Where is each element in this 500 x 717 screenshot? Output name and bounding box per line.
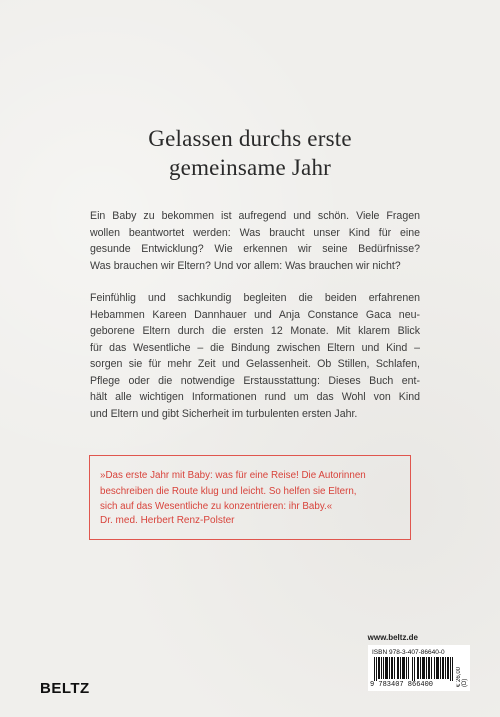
quote-line: sich auf das Wesentliche zu konzentrieren: ihr Baby.«: [100, 501, 333, 512]
intro-paragraph: [90, 208, 420, 274]
title-line-1: Gelassen durchs erste: [148, 126, 352, 151]
title-line-2: gemeinsame Jahr: [168, 155, 332, 180]
paragraph-line: geborene Eltern durch die ersten 12 Monate. Mit klarem Blick: [90, 325, 420, 337]
quote-text: [100, 468, 400, 515]
paragraph-line: Feinfühlig und sachkundig begleiten die beiden erfahrenen: [90, 292, 420, 304]
quote-box: [89, 455, 411, 540]
paragraph-line: Hebammen Kareen Dannhauer und Anja Constance Gaca neu-: [90, 308, 420, 321]
paragraph-line: Ein Baby zu bekommen ist aufregend und schön. Viele Fragen: [90, 210, 420, 222]
barcode-icon: [374, 657, 454, 681]
barcode-label: [368, 645, 470, 691]
quote-line: beschreiben die Route klug und leicht. So helfen sie Eltern,: [100, 485, 357, 497]
barcode-digits: 9 783407 866400: [370, 681, 434, 689]
isbn-number: ISBN 978-3-407-86640-0: [372, 649, 445, 656]
price-label: € 26,00 (D): [456, 666, 468, 687]
publisher-logo: BELTZ: [40, 680, 90, 697]
paragraph-line: Pflege oder die notwendige Erstausstattung: Dieses Buch ent-: [90, 374, 420, 387]
paragraph-line: hält alle wichtigen Informationen rund um das Wohl von Kind: [90, 391, 420, 403]
publisher-url: www.beltz.de: [367, 633, 418, 642]
description-paragraph: [90, 290, 420, 422]
paragraph-line: Was brauchen wir Eltern? Und vor allem: Was brauchen wir nicht?: [90, 259, 401, 272]
paragraph-line: gesunde Entwicklung? Wie erkennen wir seine Bedürfnisse?: [90, 243, 420, 255]
paragraph-line: und Eltern und gibt Sicherheit im turbulenten ersten Jahr.: [90, 407, 358, 420]
quote-line: »Das erste Jahr mit Baby: was für eine Reise! Die Autorinnen: [100, 470, 366, 481]
paragraph-line: wollen beantwortet werden: Was braucht unser Kind für eine: [90, 226, 420, 239]
paragraph-line: sorgen sie für mehr Zeit und Gelassenheit. Ob Stillen, Schlafen,: [90, 358, 420, 370]
quote-author: Dr. med. Herbert Renz-Polster: [100, 515, 235, 526]
cover-title: [0, 124, 500, 182]
paragraph-line: für das Wesentliche – die Bindung zwischen Eltern und Kind –: [90, 341, 420, 354]
